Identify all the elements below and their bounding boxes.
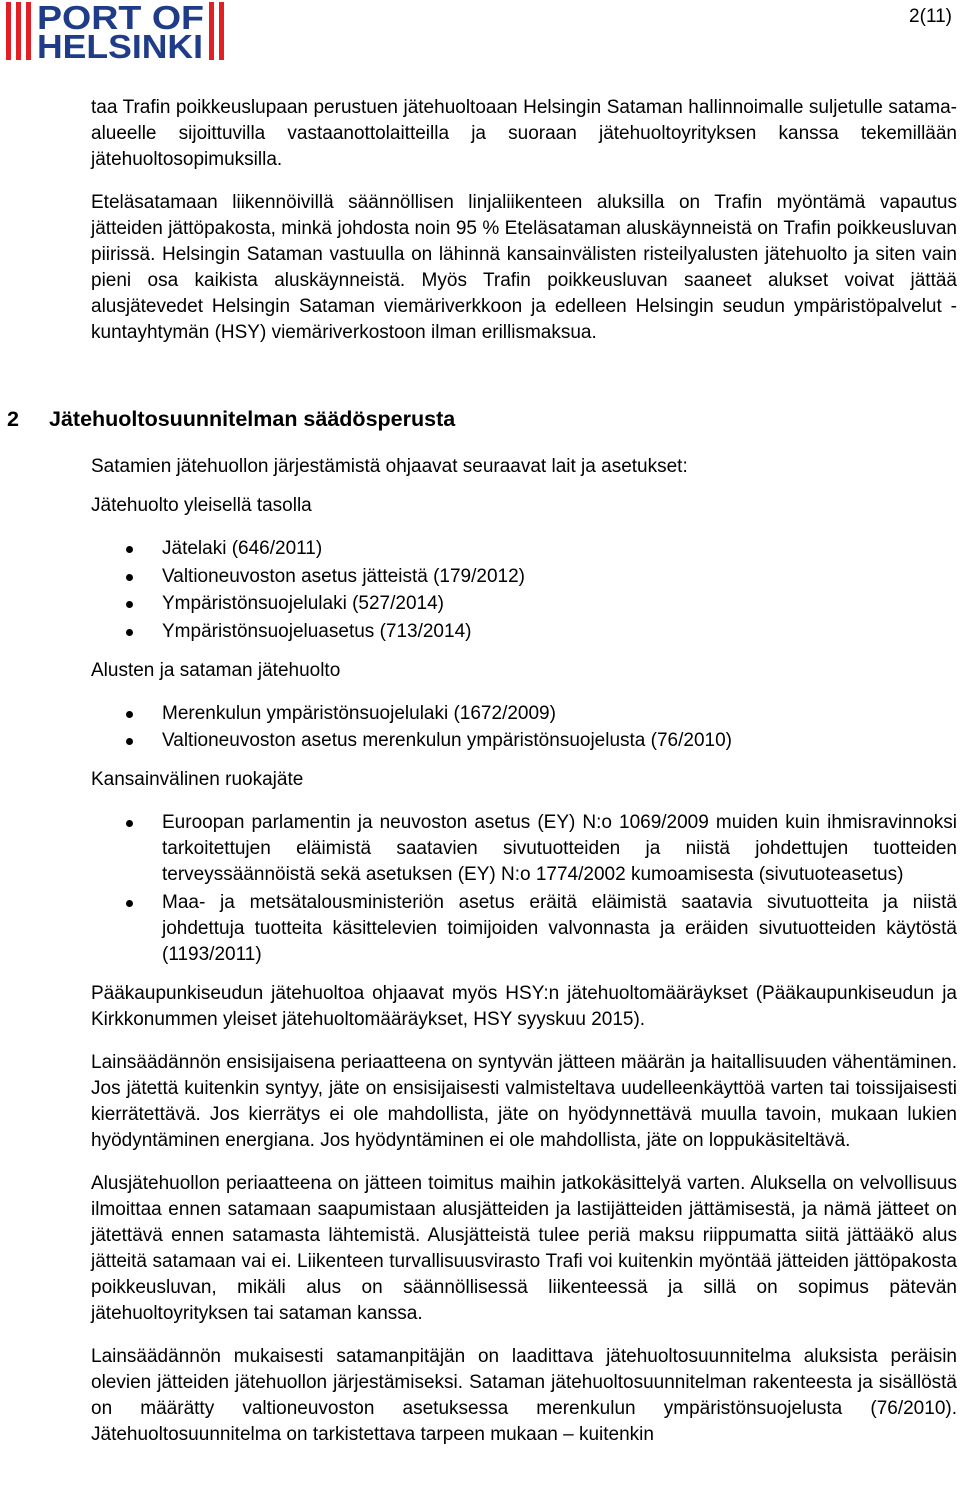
list-item: Ympäristönsuojeluasetus (713/2014) bbox=[91, 619, 957, 645]
body-paragraph: Lainsäädännön mukaisesti satamanpitäjän on laadittava jätehuoltosuunnitelma aluksista peräisin olevien jätteiden jätehuollon järjestämiseksi. Sataman jätehuoltosuunnitelman rakenteesta ja sisällöstä on määrätty valtioneuvoston asetuksessa merenkulun ympäristönsuojelusta (76/2010). Jätehuoltosuunnitelma on tarkistettava tarpeen mukaan – kuitenkin bbox=[91, 1345, 957, 1445]
list-item: Valtioneuvoston asetus jätteistä (179/2012) bbox=[91, 564, 957, 590]
bullet-list bbox=[91, 701, 957, 755]
section-lead: Satamien jätehuollon järjestämistä ohjaavat seuraavat lait ja asetukset: bbox=[91, 456, 688, 477]
body-paragraph: Lainsäädännön ensisijaisena periaatteena on syntyvän jätteen määrän ja haitallisuuden vähentäminen. Jos jätettä kuitenkin syntyy, jäte on ensisijaisesti valmisteltava uudelleenkäyttöä varten tai toissijaisesti kierrätettävä. Jos kierrätys ei ole mahdollista, jäte on hyödynnettävä muulla tavoin, mukaan lukien hyödyntäminen energiana. Jos hyödyntäminen ei ole mahdollista, jäte on loppukäsiteltävä. bbox=[91, 1051, 957, 1151]
logo-line2: HELSINKI bbox=[37, 28, 203, 64]
group-label: Jätehuolto yleisellä tasolla bbox=[91, 495, 312, 516]
group-label: Kansainvälinen ruokajäte bbox=[91, 769, 304, 790]
body-paragraph: Alusjätehuollon periaatteena on jätteen toimitus maihin jatkokäsittelyä varten. Aluksella on velvollisuus ilmoittaa ennen satamaan saapumistaan alusjätteiden ja lastijätteiden jättämisestä, ja nämä jätteet on jätettävä ennen satamasta lähtemistä. Alusjätteistä tulee periä maksu riippumatta siitä jättääkö alus jätteitä satamaan vai ei. Liikenteen turvallisuusvirasto Trafi voi kuitenkin myöntää jätteiden jättöpakosta poikkeusluvan, mikäli alus on säännöllisessä liikenteessä ja sillä on sopimus pätevän jätehuoltoyrityksen tai sataman kanssa. bbox=[91, 1172, 957, 1324]
logo-line1: PORT OF bbox=[37, 0, 204, 36]
group-label: Alusten ja sataman jätehuolto bbox=[91, 659, 341, 681]
list-item: Ympäristönsuojelulaki (527/2014) bbox=[91, 591, 957, 617]
list-item: Maa- ja metsätalousministeriön asetus eräitä eläimistä saatavia sivutuotteita ja niistä johdettuja tuotteita käsittelevien toimijoiden valvonnasta ja eräiden sivutuotteiden käytöstä (1193/2011) bbox=[91, 890, 957, 968]
list-item: Valtioneuvoston asetus merenkulun ympäristönsuojelusta (76/2010) bbox=[91, 728, 957, 754]
body-paragraph: Pääkaupunkiseudun jätehuoltoa ohjaavat myös HSY:n jätehuoltomääräykset (Pääkaupunkiseudun ja Kirkkonummen yleiset jätehuoltomääräykset, HSY syyskuu 2015). bbox=[91, 982, 957, 1030]
section-title: Jätehuoltosuunnitelman säädösperusta bbox=[49, 407, 456, 431]
bullet-list bbox=[91, 536, 957, 645]
list-item: Euroopan parlamentin ja neuvoston asetus (EY) N:o 1069/2009 muiden kuin ihmisravinnoksi tarkoitettujen eläimistä saatavien sivutuotteiden ja niistä johdettujen tuotteiden terveyssäännöistä sekä asetuksen (EY) N:o 1774/2002 kumoamisesta (sivutuoteasetus) bbox=[91, 810, 957, 888]
port-of-helsinki-logo bbox=[6, 0, 228, 64]
bullet-list bbox=[91, 810, 957, 968]
intro-paragraph-2: Eteläsatamaan liikennöivillä säännöllisen linjaliikenteen aluksilla on Trafin myöntämä vapautus jätteiden jättöpakosta, minkä johdosta noin 95 % Eteläsataman aluskäynneistä on Trafin poikkeusluvan piirissä. Helsingin Sataman vastuulla on lähinnä kansainvälisten risteilyalusten jätehuolto ja siten vain pieni osa kaikista aluskäynneistä. Myös Trafin poikkeusluvan saaneet alukset voivat jättää alusjätevedet Helsingin Sataman viemäriverkkoon ja edelleen Helsingin seudun ympäristöpalvelut -kuntayhtymän (HSY) viemäriverkostoon ilman erillismaksua. bbox=[91, 192, 957, 343]
document-body bbox=[91, 95, 957, 1448]
list-item: Jätelaki (646/2011) bbox=[91, 536, 957, 562]
intro-paragraph-1: taa Trafin poikkeuslupaan perustuen jätehuoltoaan Helsingin Sataman hallinnoimalle suljetulle satama-alueelle sijoittuvilla vastaanottolaitteilla ja suoraan jätehuoltoyrityksen kanssa tekemillään jätehuoltosopimuksilla. bbox=[91, 97, 957, 170]
section-number: 2 bbox=[7, 407, 19, 431]
list-item: Merenkulun ympäristönsuojelulaki (1672/2009) bbox=[91, 701, 957, 727]
page-number: 2(11) bbox=[909, 6, 952, 27]
